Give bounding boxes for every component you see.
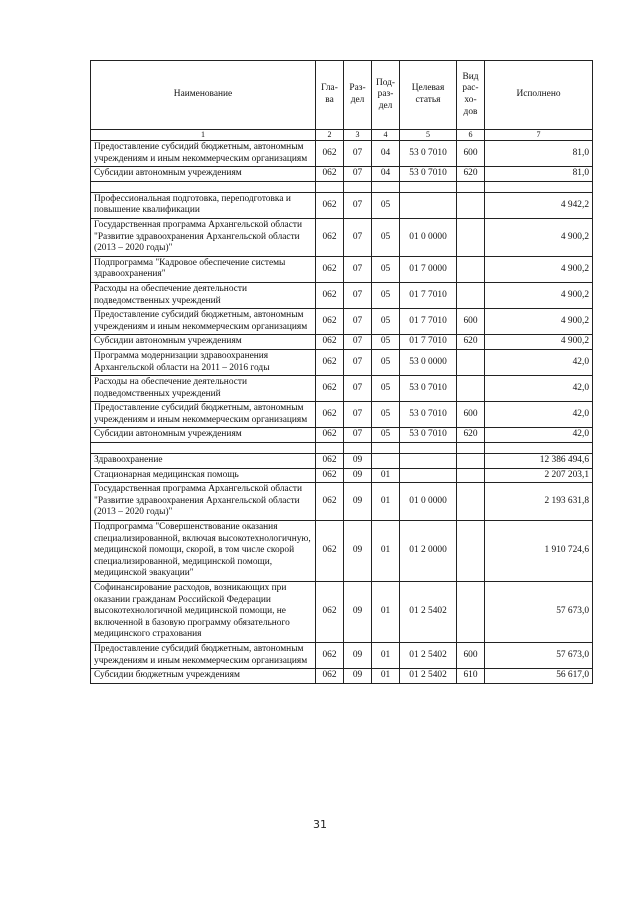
row-target-article xyxy=(400,192,457,218)
row-name: Субсидии автономным учреждениям xyxy=(91,167,316,182)
row-subsection: 05 xyxy=(372,256,400,282)
row-section: 07 xyxy=(344,167,372,182)
row-executed: 42,0 xyxy=(485,349,593,375)
row-section: 07 xyxy=(344,376,372,402)
row-subsection xyxy=(372,454,400,469)
row-name: Стационарная медицинская помощь xyxy=(91,468,316,483)
table-row xyxy=(91,349,593,375)
table-row xyxy=(91,483,593,521)
row-name: Субсидии автономным учреждениям xyxy=(91,335,316,350)
row-name: Предоставление субсидий бюджетным, автономным учреждениям и иным некоммерческим организациям xyxy=(91,642,316,668)
row-chapter: 062 xyxy=(316,218,344,256)
row-section: 09 xyxy=(344,521,372,582)
row-chapter: 062 xyxy=(316,402,344,428)
table-row xyxy=(91,428,593,443)
row-subsection xyxy=(372,181,400,192)
row-chapter: 062 xyxy=(316,309,344,335)
header-row xyxy=(91,61,593,130)
header-expense-type: Вид рас-хо-дов xyxy=(457,61,485,130)
row-name: Предоставление субсидий бюджетным, автономным учреждениям и иным некоммерческим организациям xyxy=(91,309,316,335)
row-executed: 81,0 xyxy=(485,141,593,167)
row-section: 09 xyxy=(344,642,372,668)
row-chapter: 062 xyxy=(316,167,344,182)
row-executed: 56 617,0 xyxy=(485,669,593,684)
row-subsection: 05 xyxy=(372,282,400,308)
row-subsection xyxy=(372,443,400,454)
row-section: 09 xyxy=(344,483,372,521)
column-number: 2 xyxy=(316,130,344,141)
row-subsection: 05 xyxy=(372,335,400,350)
table-row xyxy=(91,335,593,350)
table-row xyxy=(91,192,593,218)
row-subsection: 04 xyxy=(372,167,400,182)
row-subsection: 01 xyxy=(372,483,400,521)
row-target-article xyxy=(400,454,457,469)
row-name: Софинансирование расходов, возникающих при оказании гражданам Российской Федерации высокотехнологичной медицинской помощи, не включенной в базовую программу обязательного медицинского страхования xyxy=(91,582,316,643)
table-row xyxy=(91,443,593,454)
row-name: Субсидии бюджетным учреждениям xyxy=(91,669,316,684)
table-row xyxy=(91,669,593,684)
row-name: Государственная программа Архангельской области "Развитие здравоохранения Архангельской области (2013 – 2020 годы)" xyxy=(91,483,316,521)
table-row xyxy=(91,282,593,308)
row-chapter xyxy=(316,443,344,454)
row-section: 07 xyxy=(344,141,372,167)
page-number: 31 xyxy=(313,818,327,831)
row-executed: 4 900,2 xyxy=(485,256,593,282)
table-row xyxy=(91,376,593,402)
row-expense-type: 600 xyxy=(457,402,485,428)
column-number: 4 xyxy=(372,130,400,141)
row-subsection: 01 xyxy=(372,521,400,582)
row-executed: 57 673,0 xyxy=(485,642,593,668)
row-target-article: 01 0 0000 xyxy=(400,218,457,256)
row-section: 07 xyxy=(344,428,372,443)
row-target-article: 01 7 0000 xyxy=(400,256,457,282)
column-number: 3 xyxy=(344,130,372,141)
row-chapter: 062 xyxy=(316,376,344,402)
row-chapter: 062 xyxy=(316,349,344,375)
row-name xyxy=(91,181,316,192)
row-subsection: 05 xyxy=(372,218,400,256)
row-section: 07 xyxy=(344,192,372,218)
row-subsection: 05 xyxy=(372,349,400,375)
row-expense-type xyxy=(457,483,485,521)
row-expense-type: 620 xyxy=(457,428,485,443)
row-expense-type: 620 xyxy=(457,335,485,350)
row-chapter: 062 xyxy=(316,642,344,668)
row-target-article: 53 0 7010 xyxy=(400,141,457,167)
row-section: 09 xyxy=(344,669,372,684)
table-row xyxy=(91,454,593,469)
row-target-article xyxy=(400,443,457,454)
table-row xyxy=(91,402,593,428)
row-expense-type xyxy=(457,282,485,308)
row-executed: 4 900,2 xyxy=(485,282,593,308)
row-chapter: 062 xyxy=(316,335,344,350)
row-executed: 4 900,2 xyxy=(485,218,593,256)
row-section: 07 xyxy=(344,402,372,428)
row-target-article: 01 2 5402 xyxy=(400,669,457,684)
row-expense-type xyxy=(457,376,485,402)
row-subsection: 05 xyxy=(372,192,400,218)
row-expense-type xyxy=(457,349,485,375)
row-name: Здравоохранение xyxy=(91,454,316,469)
row-expense-type: 600 xyxy=(457,141,485,167)
table-row xyxy=(91,256,593,282)
row-expense-type xyxy=(457,192,485,218)
row-chapter: 062 xyxy=(316,582,344,643)
row-section: 07 xyxy=(344,335,372,350)
row-executed: 1 910 724,6 xyxy=(485,521,593,582)
row-chapter: 062 xyxy=(316,454,344,469)
row-expense-type xyxy=(457,181,485,192)
row-executed: 57 673,0 xyxy=(485,582,593,643)
row-chapter: 062 xyxy=(316,521,344,582)
row-section xyxy=(344,443,372,454)
row-section: 09 xyxy=(344,454,372,469)
row-expense-type xyxy=(457,468,485,483)
row-name: Подпрограмма "Совершенствование оказания специализированной, включая высокотехнологичную, медицинской помощи, скорой, в том числе скорой специализированной, медицинской помощи, медицинской эвакуации" xyxy=(91,521,316,582)
header-executed: Исполнено xyxy=(485,61,593,130)
row-executed: 42,0 xyxy=(485,428,593,443)
row-target-article: 01 2 5402 xyxy=(400,582,457,643)
row-chapter: 062 xyxy=(316,669,344,684)
row-target-article: 53 0 7010 xyxy=(400,402,457,428)
row-section xyxy=(344,181,372,192)
row-target-article: 01 7 7010 xyxy=(400,309,457,335)
row-target-article: 53 0 0000 xyxy=(400,349,457,375)
row-section: 07 xyxy=(344,282,372,308)
row-expense-type xyxy=(457,454,485,469)
row-target-article: 01 2 0000 xyxy=(400,521,457,582)
row-section: 07 xyxy=(344,256,372,282)
row-name xyxy=(91,443,316,454)
table-row xyxy=(91,167,593,182)
row-chapter: 062 xyxy=(316,141,344,167)
row-expense-type: 600 xyxy=(457,642,485,668)
row-chapter: 062 xyxy=(316,256,344,282)
row-executed: 4 900,2 xyxy=(485,335,593,350)
column-number: 5 xyxy=(400,130,457,141)
row-section: 09 xyxy=(344,582,372,643)
row-target-article: 53 0 7010 xyxy=(400,167,457,182)
column-number: 6 xyxy=(457,130,485,141)
row-executed: 12 386 494,6 xyxy=(485,454,593,469)
row-section: 07 xyxy=(344,349,372,375)
table-row xyxy=(91,582,593,643)
row-chapter: 062 xyxy=(316,483,344,521)
row-subsection: 05 xyxy=(372,428,400,443)
row-name: Подпрограмма "Кадровое обеспечение системы здравоохранения" xyxy=(91,256,316,282)
row-chapter: 062 xyxy=(316,192,344,218)
column-number-row xyxy=(91,130,593,141)
row-subsection: 04 xyxy=(372,141,400,167)
row-target-article: 53 0 7010 xyxy=(400,376,457,402)
table-row xyxy=(91,218,593,256)
row-target-article: 53 0 7010 xyxy=(400,428,457,443)
budget-table xyxy=(90,60,593,684)
row-chapter: 062 xyxy=(316,428,344,443)
row-expense-type xyxy=(457,218,485,256)
row-executed xyxy=(485,443,593,454)
header-target-article: Целевая статья xyxy=(400,61,457,130)
row-executed: 42,0 xyxy=(485,376,593,402)
row-subsection: 01 xyxy=(372,468,400,483)
row-name: Предоставление субсидий бюджетным, автономным учреждениям и иным некоммерческим организациям xyxy=(91,402,316,428)
row-section: 09 xyxy=(344,468,372,483)
row-executed: 2 207 203,1 xyxy=(485,468,593,483)
row-executed xyxy=(485,181,593,192)
row-section: 07 xyxy=(344,218,372,256)
row-chapter: 062 xyxy=(316,468,344,483)
row-subsection: 01 xyxy=(372,582,400,643)
row-chapter: 062 xyxy=(316,282,344,308)
row-expense-type xyxy=(457,256,485,282)
row-subsection: 05 xyxy=(372,309,400,335)
row-target-article: 01 0 0000 xyxy=(400,483,457,521)
table-body xyxy=(91,141,593,684)
row-subsection: 01 xyxy=(372,669,400,684)
row-target-article: 01 7 7010 xyxy=(400,335,457,350)
row-expense-type xyxy=(457,582,485,643)
row-name: Расходы на обеспечение деятельности подведомственных учреждений xyxy=(91,282,316,308)
table-row xyxy=(91,642,593,668)
row-target-article: 01 7 7010 xyxy=(400,282,457,308)
row-expense-type xyxy=(457,443,485,454)
header-name: Наименование xyxy=(91,61,316,130)
row-subsection: 05 xyxy=(372,376,400,402)
table-row xyxy=(91,521,593,582)
row-expense-type: 610 xyxy=(457,669,485,684)
row-expense-type: 600 xyxy=(457,309,485,335)
row-name: Программа модернизации здравоохранения Архангельской области на 2011 – 2016 годы xyxy=(91,349,316,375)
header-section: Раз-дел xyxy=(344,61,372,130)
row-target-article xyxy=(400,468,457,483)
row-expense-type: 620 xyxy=(457,167,485,182)
row-name: Предоставление субсидий бюджетным, автономным учреждениям и иным некоммерческим организациям xyxy=(91,141,316,167)
row-target-article: 01 2 5402 xyxy=(400,642,457,668)
row-executed: 42,0 xyxy=(485,402,593,428)
table-row xyxy=(91,309,593,335)
row-executed: 81,0 xyxy=(485,167,593,182)
row-name: Субсидии автономным учреждениям xyxy=(91,428,316,443)
row-subsection: 01 xyxy=(372,642,400,668)
header-subsection: Под-раз-дел xyxy=(372,61,400,130)
header-chapter: Гла-ва xyxy=(316,61,344,130)
table-row xyxy=(91,181,593,192)
column-number: 1 xyxy=(91,130,316,141)
row-name: Расходы на обеспечение деятельности подведомственных учреждений xyxy=(91,376,316,402)
row-name: Государственная программа Архангельской области "Развитие здравоохранения Архангельской области (2013 – 2020 годы)" xyxy=(91,218,316,256)
row-target-article xyxy=(400,181,457,192)
row-executed: 4 942,2 xyxy=(485,192,593,218)
row-section: 07 xyxy=(344,309,372,335)
row-name: Профессиональная подготовка, переподготовка и повышение квалификации xyxy=(91,192,316,218)
row-executed: 2 193 631,8 xyxy=(485,483,593,521)
column-number: 7 xyxy=(485,130,593,141)
row-expense-type xyxy=(457,521,485,582)
table-row xyxy=(91,468,593,483)
row-subsection: 05 xyxy=(372,402,400,428)
table-row xyxy=(91,141,593,167)
row-executed: 4 900,2 xyxy=(485,309,593,335)
row-chapter xyxy=(316,181,344,192)
